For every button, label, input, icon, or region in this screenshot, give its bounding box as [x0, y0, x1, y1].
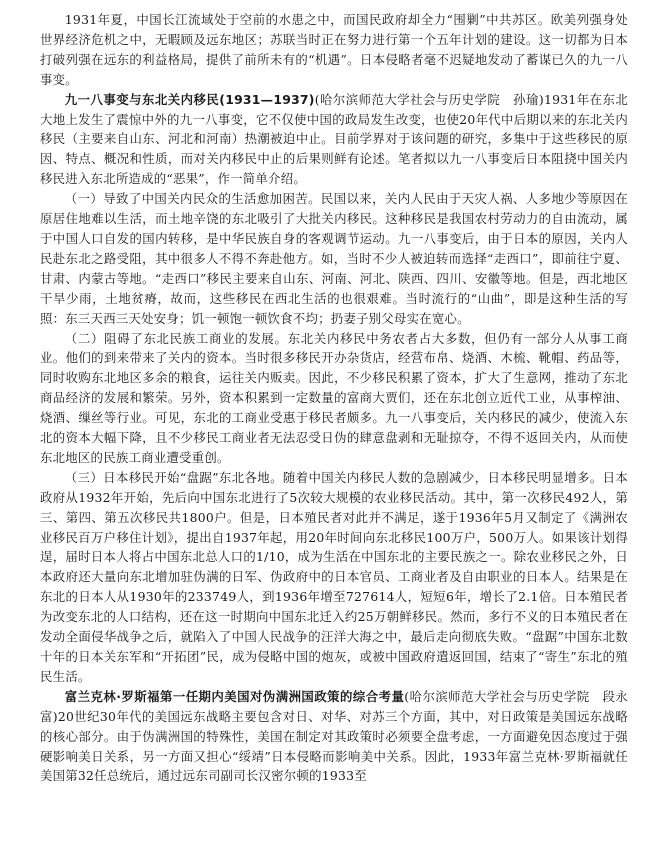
- paragraph-article-2: [40, 687, 628, 787]
- article-title: 九一八事变与东北关内移民: [64, 91, 220, 107]
- paragraph-intro: 1931年夏，中国长江流域处于空前的水患之中，而国民政府却全力“围剿”中共苏区。欧美列强身处世界经济危机之中，无暇顾及远东地区；苏联当时正在努力进行第一个五年计划的建设。这一切都为日本打破列强在远东的利益格局，提供了前所未有的“机遇”。日本侵略者毫不迟疑地发动了蓄谋已久的九一八事变。: [40, 12, 628, 87]
- article-years: (1931—1937): [219, 91, 315, 107]
- paragraph-point-1: （一）导致了中国关内民众的生活愈加困苦。民国以来，关内人民由于天灾人祸、人多地少等原因在原居住地难以生活，而土地辛饶的东北吸引了大批关内移民。这种移民是我国农村劳动力的自由流动，属于中国人口自发的国内转移，是中华民族自身的客观调节运动。九一八事变后，由于日本的原因，关内人民赴东北之路受阻，其中很多人不得不奔赴他方。如，当时不少人被迫转而选择“走西口”，即前往宁夏、甘肃、内蒙古等地。“走西口”移民主要来自山东、河南、河北、陕西、四川、安徽等地。但是，西北地区干旱少雨，土地贫瘠，故而，这些移民在西北生活的也很艰难。当时流行的“山曲”，即是这种生活的写照：东三天西三天处安身；饥一顿饱一顿饮食不均；扔妻子别父母实在宽心。: [40, 191, 628, 326]
- paragraph-point-2: （二）阻碍了东北民族工商业的发展。东北关内移民中务农者占大多数，但仍有一部分人从事工商业。他们的到来带来了关内的资本。当时很多移民开办杂货店，经营布帛、烧酒、木梳、靴帽、药品等，同时收购东北地区多余的粮食，运往关内贩卖。因此，不少移民积累了资本，扩大了生意网，推动了东北商品经济的发展和繁荣。另外，资本积累到一定数量的富商大贾们，还在东北创立近代工业，从事榨油、烧酒、缫丝等行业。可见，东北的工商业受惠于移民者颇多。九一八事变后，关内移民的减少，使流入东北的资本大幅下降，且不少移民工商业者无法忍受日伪的肆意盘剥和无耻掠夺，不得不返回关内，从而使东北地区的民族工商业遭受重创。: [40, 330, 628, 465]
- article-source: (哈尔滨师范大学社会与历史学院 孙瑜): [314, 91, 544, 107]
- article-body: 1931年在东北大地上发生了震惊中外的九一八事变，它不仅使中国的政局发生改变，也使20年代中后期以来的东北关内移民（主要来自山东、河北和河南）热潮被迫中止。目前学界对于该问题的研究，多集中于这些移民的原因、特点、概况和性质，而对关内移民中止的后果则鲜有论述。笔者拟以九一八事变后日本阻挠中国关内移民进入东北所造成的“恶果”，作一简单介绍。: [40, 91, 629, 187]
- article-2-body: 20世纪30年代的美国远东战略主要包含对日、对华、对苏三个方面，其中，对日政策是美国远东战略的核心部分。由于伪满洲国的特殊性，美国在制定对其政策时必须要全盘考虑，一方面避免因态度过于强硬影响美日关系，另一方面又担心“绥靖”日本侵略而影响美中关系。因此，1933年富兰克林·罗斯福就任美国第32任总统后，通过远东司副司长汉密尔顿的1933至: [40, 708, 628, 784]
- article-2-title: 富兰克林·罗斯福第一任期内美国对伪满洲国政策的综合考量: [64, 688, 405, 704]
- paragraph-point-3: （三）日本移民开始“盘踞”东北各地。随着中国关内移民人数的急剧减少，日本移民明显增多。日本政府从1932年开始，先后向中国东北进行了5次较大规模的农业移民活动。其中，第一次移民492人，第三、第四、第五次移民共1800户。但是，日本殖民者对此并不满足，遂于1936年5月又制定了《满洲农业移民百万户移住计划》，提出自1937年起，用20年时间向东北移民100万户，500万人。如果该计划得逞，届时日本人将占中国东北总人口的1/10，成为生活在中国东北的主要民族之一。除农业移民之外，日本政府还大量向东北增加驻伪满的日军、伪政府中的日本官员、工商业者及自由职业的日本人。结果是在东北的日本人从1930年的233749人，到1936年增至727614人，短短6年，增长了2.1倍。日本殖民者为改变东北的人口结构，还在这一时期向中国东北迁入约25万朝鲜移民。然而，多行不义的日本殖民者在发动全面侵华战争之后，就陷入了中国人民战争的汪洋大海之中，最后走向彻底失败。“盘踞”中国东北数十年的日本关东军和“开拓团”民，成为侵略中国的炮灰，或被中国政府遣返回国，结束了“寄生”东北的殖民生活。: [40, 469, 628, 684]
- article-2-source: (哈尔滨师范大学社会与历史学院 段永富): [40, 688, 628, 724]
- paragraph-article-1: [40, 90, 628, 190]
